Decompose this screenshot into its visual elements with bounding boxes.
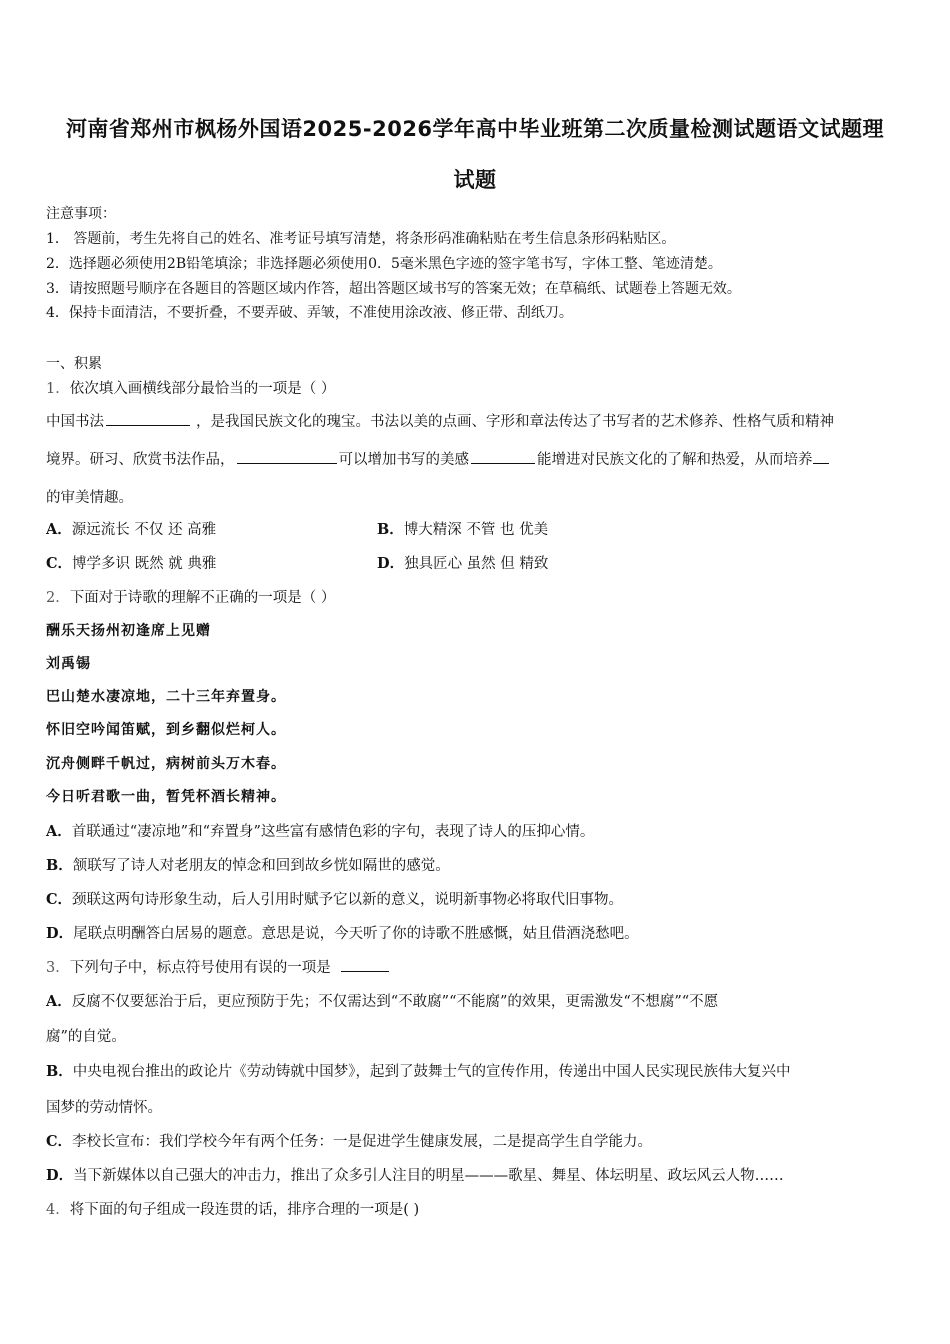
option-text: 尾联点明酬答白居易的题意。意思是说，今天听了你的诗歌不胜感慨，姑且借酒浇愁吧。 xyxy=(73,926,639,942)
poem-line: 今日听君歌一曲，暂凭杯酒长精神。 xyxy=(46,789,286,805)
question-number: 2． xyxy=(46,590,70,606)
option-a-continued: 腐”的自觉。 xyxy=(46,1029,126,1045)
passage-text: 能增进对民族文化的了解和热爱，从而培养 xyxy=(537,452,813,468)
passage-text: 境界。研习、欣赏书法作品， xyxy=(46,452,235,468)
question-text: 将下面的句子组成一段连贯的话，排序合理的一项是( ) xyxy=(69,1202,420,1218)
passage-text: ，是我国民族文化的瑰宝。书法以美的点画、字形和章法传达了书写者的艺术修养、性格气质和精神 xyxy=(196,414,834,430)
passage-text: 中国书法 xyxy=(46,414,104,430)
note-item: 2．选择题必须使用2B铅笔填涂；非选择题必须使用0．5毫米黑色字迹的签字笔书写，字体工整、笔迹清楚。 xyxy=(46,256,722,272)
question-text: 下面对于诗歌的理解不正确的一项是（ ） xyxy=(69,590,336,606)
question-3-stem xyxy=(46,956,389,977)
option-text: 博大精深 不管 也 优美 xyxy=(403,522,549,538)
option-b[interactable] xyxy=(46,854,450,875)
option-text: 中央电视台推出的政论片《劳动铸就中国梦》，起到了鼓舞士气的宣传作用，传递出中国人民实现民族伟大复兴中 xyxy=(72,1064,791,1080)
answer-blank xyxy=(237,449,337,464)
section-heading: 一、积累 xyxy=(46,356,102,372)
question-number: 3． xyxy=(46,960,70,976)
option-text: 独具匠心 虽然 但 精致 xyxy=(404,556,549,572)
option-b[interactable] xyxy=(46,1060,791,1081)
option-text: 源远流长 不仅 还 高雅 xyxy=(71,522,217,538)
answer-blank xyxy=(471,449,535,464)
option-text: 当下新媒体以自己强大的冲击力，推出了众多引人注目的明星———歌星、舞星、体坛明星、政坛风云人物…… xyxy=(73,1168,784,1184)
option-key: D． xyxy=(377,555,405,572)
poem-line: 怀旧空吟闻笛赋，到乡翻似烂柯人。 xyxy=(46,722,286,738)
option-c[interactable] xyxy=(46,1130,652,1151)
note-item: 1． 答题前，考生先将自己的姓名、准考证号填写清楚，将条形码准确粘贴在考生信息条形码粘贴区。 xyxy=(46,231,676,247)
question-number: 4． xyxy=(46,1202,70,1218)
option-c[interactable] xyxy=(46,888,623,909)
option-key: D． xyxy=(46,1167,74,1184)
answer-blank xyxy=(106,411,190,426)
option-key: B． xyxy=(46,1063,73,1080)
option-a[interactable] xyxy=(46,518,216,539)
option-text: 颔联写了诗人对老朋友的悼念和回到故乡恍如隔世的感觉。 xyxy=(72,858,450,874)
option-text: 首联通过“凄凉地”和“弃置身”这些富有感情色彩的字句，表现了诗人的压抑心情。 xyxy=(71,824,595,840)
option-d[interactable] xyxy=(46,922,639,943)
question-1-passage-line xyxy=(46,448,829,469)
option-a[interactable] xyxy=(46,990,718,1011)
answer-blank xyxy=(341,957,389,972)
option-d[interactable] xyxy=(377,552,548,573)
option-key: A． xyxy=(46,993,72,1010)
option-c[interactable] xyxy=(46,552,216,573)
question-text: 依次填入画横线部分最恰当的一项是（ ） xyxy=(69,381,336,397)
option-text: 颈联这两句诗形象生动，后人引用时赋予它以新的意义，说明新事物必将取代旧事物。 xyxy=(72,892,624,908)
note-item: 4．保持卡面清洁，不要折叠，不要弄破、弄皱，不准使用涂改液、修正带、刮纸刀。 xyxy=(46,305,573,321)
exam-title-line1: 河南省郑州市枫杨外国语2025-2026学年高中毕业班第二次质量检测试题语文试题理 xyxy=(65,117,885,141)
answer-blank xyxy=(813,449,829,464)
exam-title-line2: 试题 xyxy=(453,168,497,192)
question-number: 1． xyxy=(46,381,70,397)
option-b[interactable] xyxy=(377,518,548,539)
option-b-continued: 国梦的劳动情怀。 xyxy=(46,1100,162,1116)
option-text: 李校长宣布：我们学校今年有两个任务：一是促进学生健康发展，二是提高学生自学能力。 xyxy=(72,1134,653,1150)
poem-line: 巴山楚水凄凉地，二十三年弃置身。 xyxy=(46,689,286,705)
option-key: C． xyxy=(46,1133,73,1150)
notes-heading: 注意事项： xyxy=(46,206,116,222)
option-text: 博学多识 既然 就 典雅 xyxy=(72,556,217,572)
question-1-passage-line xyxy=(46,410,834,431)
option-key: B． xyxy=(377,521,404,538)
option-key: B． xyxy=(46,857,73,874)
note-item: 3．请按照题号顺序在各题目的答题区域内作答，超出答题区域书写的答案无效；在草稿纸、试题卷上答题无效。 xyxy=(46,281,741,297)
question-1-stem xyxy=(46,377,335,398)
passage-text: 可以增加书写的美感 xyxy=(338,452,469,468)
poem-author: 刘禹锡 xyxy=(46,656,91,672)
question-4-stem xyxy=(46,1198,419,1219)
poem-line: 沉舟侧畔千帆过，病树前头万木春。 xyxy=(46,756,286,772)
option-key: C． xyxy=(46,555,73,572)
question-2-stem xyxy=(46,586,335,607)
poem-title: 酬乐天扬州初逢席上见赠 xyxy=(46,623,211,639)
option-d[interactable] xyxy=(46,1164,784,1185)
option-key: A． xyxy=(46,521,72,538)
question-text: 下列句子中，标点符号使用有误的一项是 xyxy=(69,960,331,976)
option-key: C． xyxy=(46,891,73,908)
option-key: D． xyxy=(46,925,74,942)
option-a[interactable] xyxy=(46,820,594,841)
question-1-passage-line: 的审美情趣。 xyxy=(46,490,133,506)
option-key: A． xyxy=(46,823,72,840)
option-text: 反腐不仅要惩治于后，更应预防于先；不仅需达到“不敢腐”“不能腐”的效果，更需激发“不想腐”“不愿 xyxy=(71,994,719,1010)
